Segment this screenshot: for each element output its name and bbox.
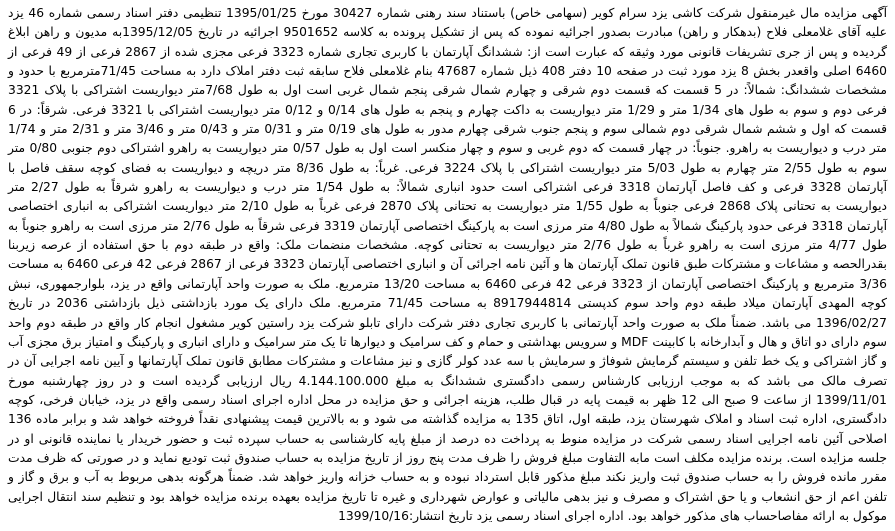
auction-notice-text: آگهی مزایده مال غیرمنقول شرکت کاشی یزد سرام کویر (سهامی خاص) باستناد سند رهنی شماره 30427 مورخ 1395/01/25 تنظیمی دفتر اسناد رسمی شماره 46 یزد علیه آقای غلامعلی فلاح (بدهکار و راهن) مبادرت بصدور اجرائیه نموده که پس از تشکیل پرونده به کلاسه 9501652 اجرائیه در تاریخ 1395/12/05به مدیون و راهن ابلاغ گردیده و پس از جری تشریفات قانونی مورد وثیقه که عبارت است از: ششدانگ آپارتمان با کاربری تجاری شماره 3323 فرعی مجزی شده از 2867 فرعی از 49 فرعی از 6460 اصلی واقعدر بخش 8 یزد مورد ثبت در صفحه 10 دفتر 408 ذیل شماره 47687 بنام غلامعلی فلاح سابقه ثبت دفتر املاک دارد به مساحت 71/45مترمربع با حدود و مشخصات ششدانگ: شمالاً: در 5 قسمت که قسمت دوم شرقی و چهارم شمال شرقی پنجم شمال غربی است اول به طول 7/68متر دیواریست اشتراکی با پلاک 3321 فرعی دوم و سوم به طول های 1/34 متر و 1/29 متر دیواریست به داکت چهارم و پنجم به طول های 0/14 و 0/12 متر دیواریست اشتراکی با 3321 فرعی. شرقاً: در 6 قسمت که اول و ششم شمال شرقی دوم شمالی سوم و پنجم جنوب شرقی چهارم مدور به طول های 0/19 متر و 0/31 متر و 0/43 متر و 3/46 متر و 2/31 متر و 1/74 متر درب و دیواریست به راهرو. جنوباً: در چهار قسمت که دوم غربی و سوم و چهار منکسر است اول به طول 0/57 متر دیواریست به راهرو اشتراکی دوم جنوبی 0/80 متر سوم به طول 2/55 متر چهارم به طول 5/03 متر دیواریست اشتراکی با پلاک 3224 فرعی. غرباً: به طول 8/36 متر دریچه و دیواریست به فضای کوچه سقف فاصل با آپارتمان 3328 فرعی و کف فاصل آپارتمان 3318 فرعی اشتراکی است حدود انباری شمالاً: به طول 1/54 متر درب و دیواریست به راهرو شرقاً به طول 2/27 متر دیواریست به تحتانی پلاک 2868 فرعی جنوباً به طول 1/55 متر دیواریست به تحتانی پلاک 2870 فرعی غرباً به طول 2/10 متر دیواریست اشتراکی به انباری اختصاصی آپارتمان 3318 فرعی حدود پارکینگ شمالاً به طول 4/80 متر مرزی است به پارکینگ اختصاصی آپارتمان 3319 فرعی شرقاً به طول 2/76 متر مرزی است به راهرو جنوباً به طول 4/77 متر مرزی است به راهرو غرباً به طول 2/76 متر دیواریست به تحتانی کوچه. مشخصات منضمات ملک: واقع در طبقه دوم با حق استفاده از عرصه زیربنا بقدرالحصه و مشاعات و مشترکات طبق قانون تملک آپارتمان ها و آئین نامه اجرائی آن و انباری اختصاصی آپارتمان 3323 فرعی از 2867 فرعی 42 فرعی 6460 به مساحت 3/36 مترمربع و پارکینگ اختصاصی آپارتمان از 3323 فرعی 42 فرعی 6460 به مساحت 13/20 مترمربع. ملک به صورت واحد آپارتمانی واقع در یزد، بلوارجمهوری، نبش کوچه المهدی آپارتمان میلاد طبقه دوم واحد سوم کدپستی 8917944814 به مساحت 71/45 مترمربع. ملک دارای یک مورد بازداشتی ذیل بازداشتی 2036 در تاریخ 1396/02/27 می باشد. ضمناً ملک به صورت واحد آپارتمانی با کاربری تجاری دفتر شرکت دارای تابلو شرکت یزد راستین کویر مشغول انجام کار واقع در طبقه دوم واحد سوم دارای دو اتاق و هال و آبدارخانه با کابینت MDF و سرویس بهداشتی و حمام و کف سرامیک و دیوارها تا یک متر سرامیک و دارای انباری و پارکینگ و امتیاز برق مجزی آب و گاز اشتراکی و یک خط تلفن و سیستم گرمایش شوفاژ و سرمایش با سه عدد کولر گازی و نیز مشاعات و مشترکات مطابق قانون تملک آپارتمانها و آیین نامه اجرایی آن در تصرف مالک می باشد که به موجب ارزیابی کارشناس رسمی دادگستری ششدانگ به مبلغ 4.144.100.000 ریال ارزیابی گردیده است و در روز چهارشنبه مورخ 1399/11/01 از ساعت 9 صبح الی 12 ظهر به قیمت پایه در قبال طلب، هزینه اجرائی و حق مزایده در محل اداره اجرای اسناد رسمی واقع در یزد، خیابان فرخی، کوچه دادگستری، اداره ثبت اسناد و املاک شهرستان یزد، طبقه اول، اتاق 135 به مزایده گذاشته می شود و به بالاترین قیمت پیشنهادی نقداً فروخته خواهد شد و برابر ماده 136 اصلاحی آئین نامه اجرایی اسناد رسمی شرکت در مزایده منوط به پرداخت ده درصد از مبلغ پایه کارشناسی به حساب سپرده ثبت و حضور خریدار یا نماینده قانونی او در جلسه مزایده است. برنده مزایده مکلف است مابه التفاوت مبلغ فروش را ظرف مدت پنج روز از تاریخ مزایده به حساب صندوق ثبت تودیع نماید و در صورتی که ظرف مدت مقرر مانده فروش را به حساب صندوق ثبت واریز نکند مبلغ مذکور قابل استرداد نبوده و به حساب خزانه واریز خواهد شد. ضمناً هرگونه بدهی مربوط به آب و برق و گاز و تلفن اعم از حق انشعاب و یا حق اشتراک و مصرف و نیز بدهی مالیاتی و عوارض شهرداری و غیره تا تاریخ مزایده بعهده برنده مزایده خواهد بود و تنظیم سند انتقال اجرایی موکول به ارائه مفاصاحساب های مذکور خواهد بود. اداره اجرای اسناد رسمی یزد تاریخ انتشار:1399/10/16 bbox=[8, 6, 888, 523]
